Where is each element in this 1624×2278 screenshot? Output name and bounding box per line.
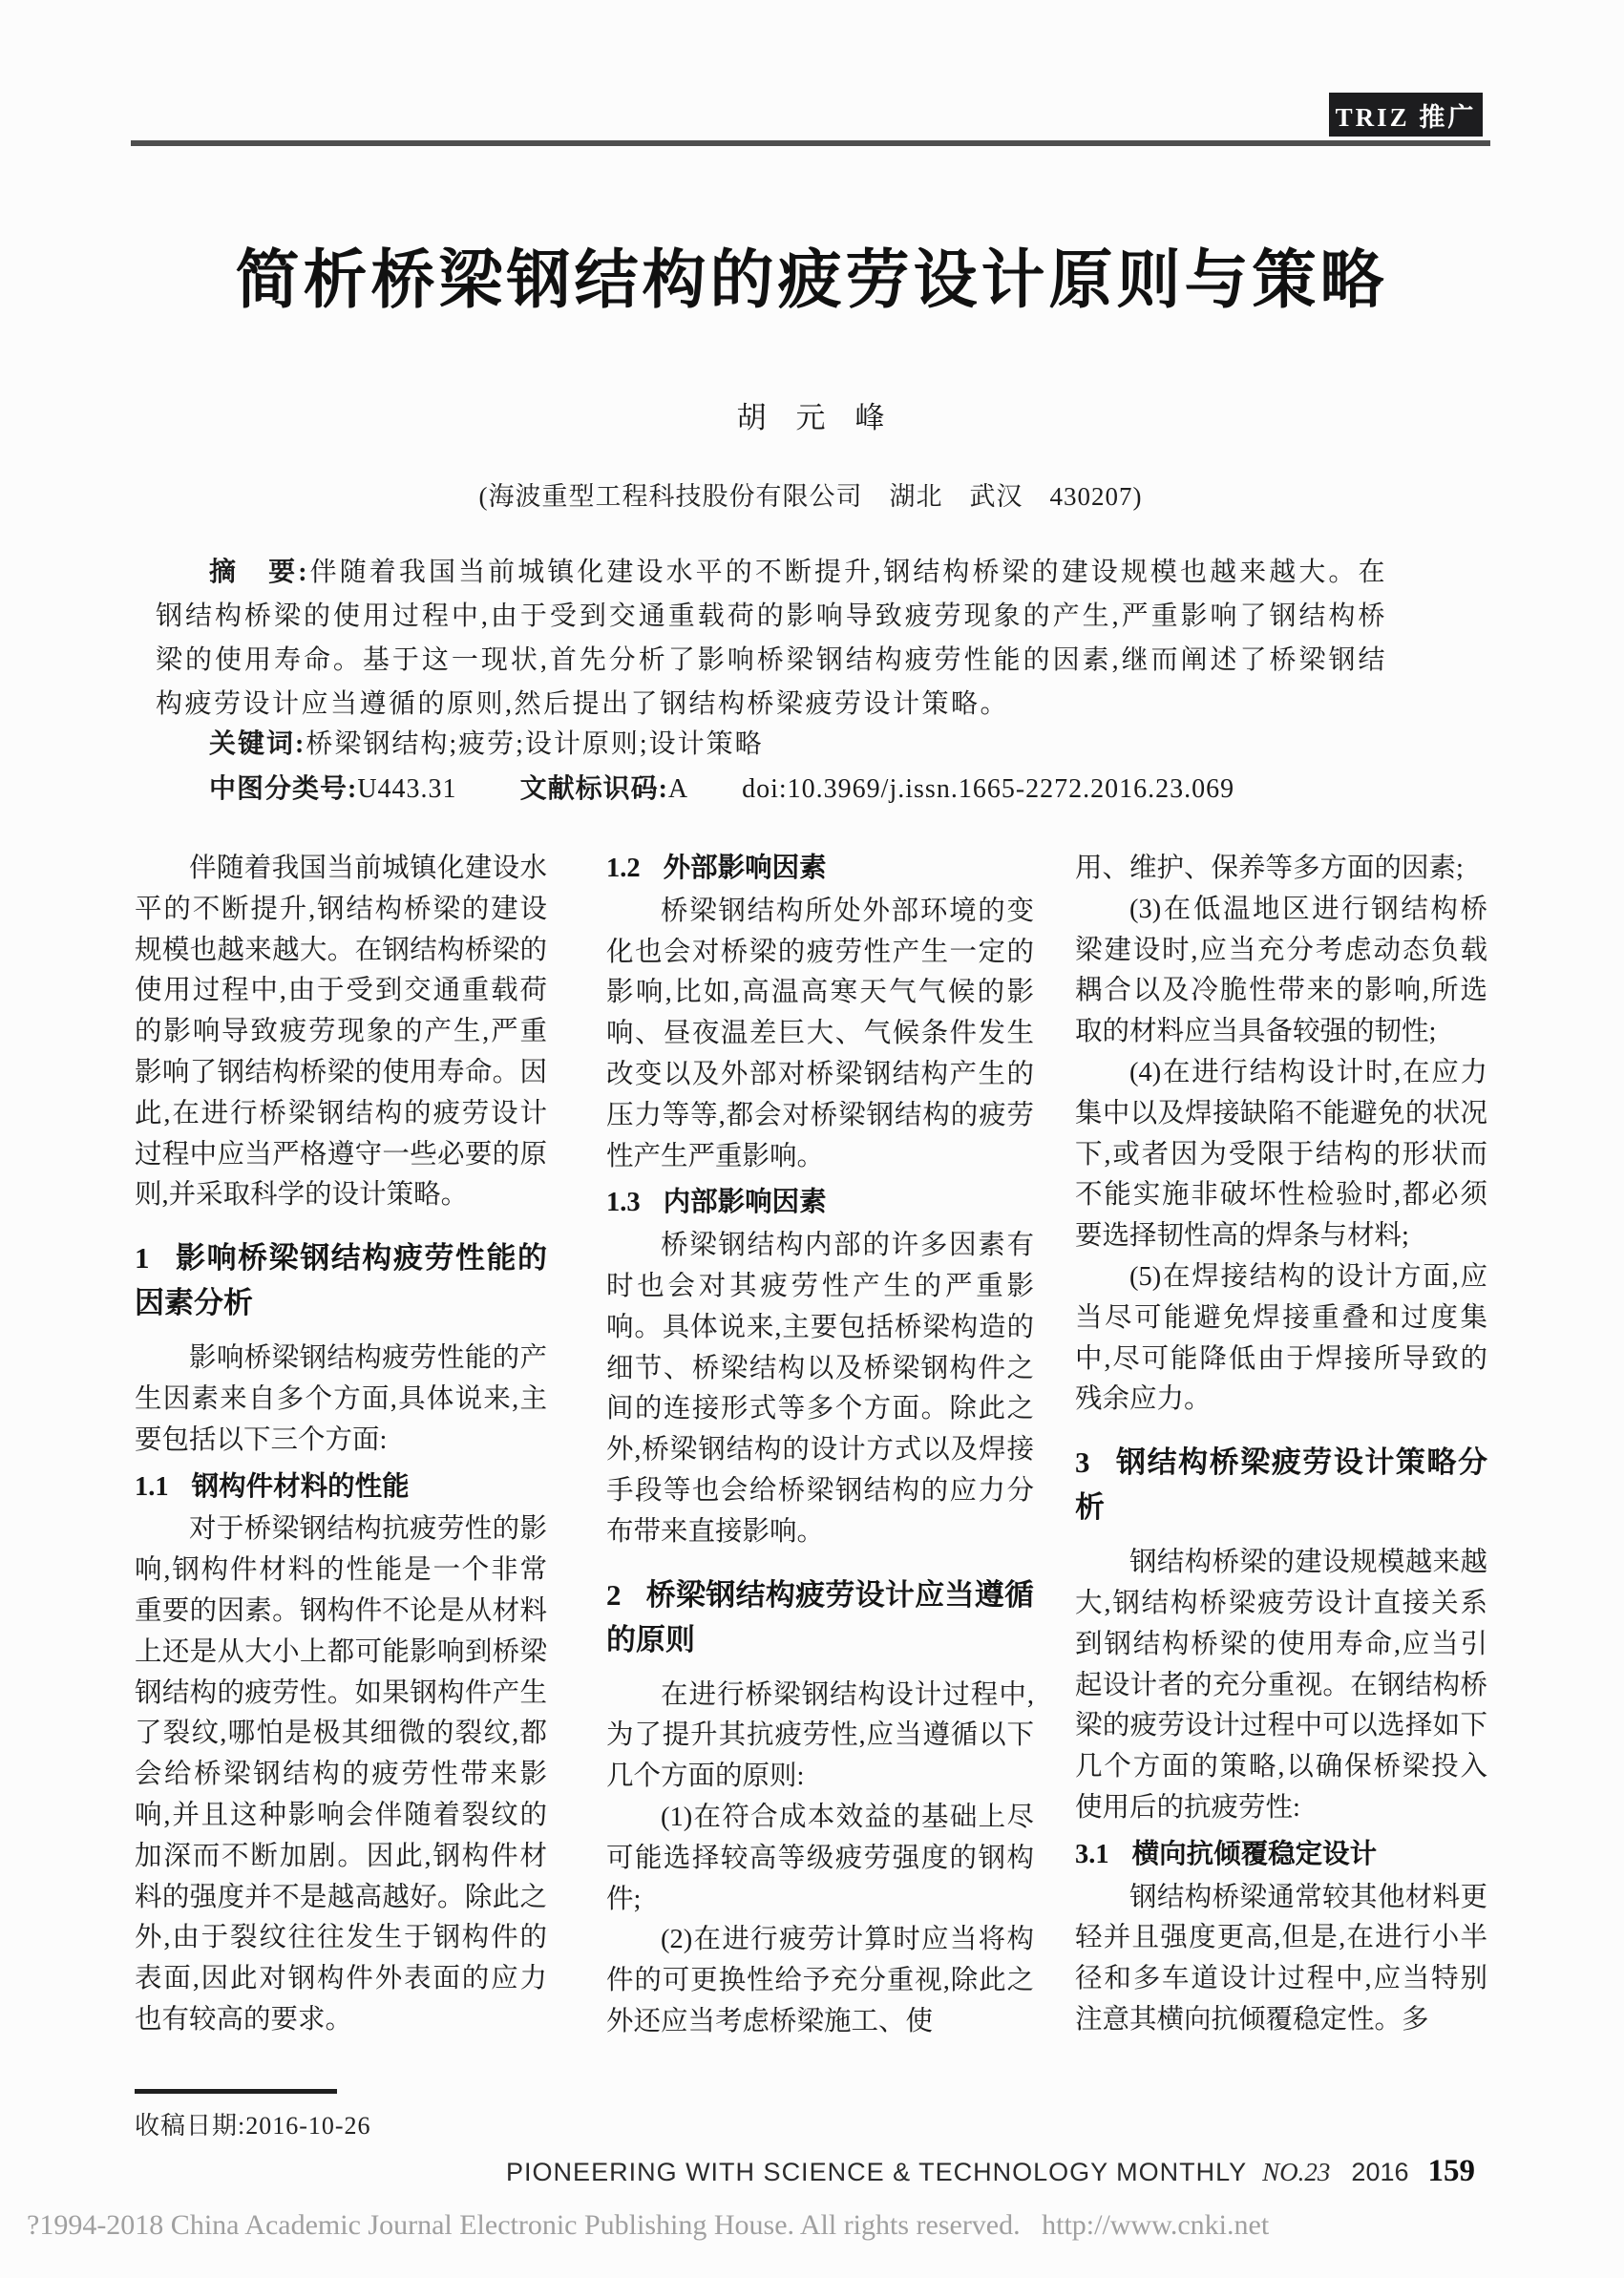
paragraph: 桥梁钢结构内部的许多因素有时也会对其疲劳性产生的严重影响。具体说来,主要包括桥梁构造的细节、桥梁结构以及桥梁钢构件之间的连接形式等多个方面。除此之外,桥梁钢结构的设计方式以及焊接手段等也会给桥梁钢结构的应力分布带来直接影响。 (606, 1231, 1034, 1547)
subsection-heading-1-3 (606, 1183, 1034, 1224)
clc-label: 中图分类号: (209, 774, 358, 804)
author-name: 胡 元 峰 (736, 401, 885, 434)
paragraph: 伴随着我国当前城镇化建设水平的不断提升,钢结构桥梁的建设规模也越来越大。在钢结构桥梁的使用过程中,由于受到交通重载荷的影响导致疲劳现象的产生,严重影响了钢结构桥梁的使用寿命。因此,在进行桥梁钢结构的疲劳设计过程中应当严格遵守一些必要的原则,并采取科学的设计策略。 (135, 854, 547, 1211)
subsection-number: 3.1 (1075, 1839, 1109, 1869)
keywords-text: 桥梁钢结构;疲劳;设计原则;设计策略 (306, 729, 764, 759)
paragraph: (1)在符合成本效益的基础上尽可能选择较高等级疲劳强度的钢构件; (606, 1802, 1034, 1914)
paragraph: 在进行桥梁钢结构设计过程中,为了提升其抗疲劳性,应当遵循以下几个方面的原则: (606, 1679, 1034, 1792)
subsection-heading-1-2 (606, 849, 1034, 890)
section-title: 桥梁钢结构疲劳设计应当遵循的原则 (606, 1577, 1034, 1656)
footnote-rule (135, 2089, 337, 2094)
section-heading-2 (606, 1572, 1034, 1662)
body-column-2 (606, 849, 1034, 2043)
section-title: 影响桥梁钢结构疲劳性能的因素分析 (135, 1241, 547, 1320)
journal-name: PIONEERING WITH SCIENCE & TECHNOLOGY MONTHLY (506, 2158, 1248, 2186)
classification-line (156, 768, 1445, 812)
subsection-title: 外部影响因素 (663, 854, 827, 883)
section-heading-3 (1075, 1440, 1487, 1529)
header-rule (131, 140, 1490, 146)
paragraph: (2)在进行疲劳计算时应当将构件的可更换性给予充分重视,除此之外还应当考虑桥梁施工、使 (606, 1925, 1034, 2036)
journal-footer (506, 2154, 1475, 2189)
paragraph: 影响桥梁钢结构疲劳性能的产生因素来自多个方面,具体说来,主要包括以下三个方面: (135, 1343, 547, 1455)
keywords-label: 关键词: (209, 729, 306, 759)
subsection-number: 1.1 (135, 1471, 169, 1502)
paragraph-continuation: 用、维护、保养等多方面的因素; (1075, 854, 1464, 883)
body-column-3 (1075, 849, 1487, 2041)
keywords-line (156, 723, 1387, 767)
subsection-title: 钢构件材料的性能 (191, 1471, 410, 1502)
paragraph: 钢结构桥梁的建设规模越来越大,钢结构桥梁疲劳设计直接关系到钢结构桥梁的使用寿命,应当引起设计者的充分重视。在钢结构桥梁的疲劳设计过程中可以选择如下几个方面的策略,以确保桥梁投入使用后的抗疲劳性: (1075, 1548, 1487, 1823)
clc-value: U443.31 (357, 774, 457, 804)
subsection-title: 横向抗倾覆稳定设计 (1131, 1839, 1378, 1869)
author-affiliation: (海波重型工程科技股份有限公司 湖北 武汉 430207) (478, 482, 1143, 511)
column-badge (1329, 93, 1483, 137)
doc-code-label: 文献标识码: (519, 774, 668, 804)
abstract-text: 伴随着我国当前城镇化建设水平的不断提升,钢结构桥梁的建设规模也越来越大。在钢结构桥梁的使用过程中,由于受到交通重载荷的影响导致疲劳现象的产生,严重影响了钢结构桥梁的使用寿命。基于这一现状,首先分析了影响桥梁钢结构疲劳性能的因素,继而阐述了桥梁钢结构疲劳设计应当遵循的原则,然后提出了钢结构桥梁疲劳设计策略。 (156, 558, 1387, 719)
abstract-paragraph (156, 551, 1387, 727)
abstract-label: 摘 要: (209, 558, 310, 587)
body-column-1 (135, 849, 547, 2041)
article-title: 简析桥梁钢结构的疲劳设计原则与策略 (235, 245, 1388, 316)
section-title: 钢结构桥梁疲劳设计策略分析 (1075, 1445, 1487, 1525)
section-number: 3 (1075, 1445, 1090, 1480)
copyright-watermark: ?1994-2018 China Academic Journal Electronic Publishing House. All rights reserved. http://www.cnki.net (27, 2209, 1270, 2241)
column-badge-label: TRIZ 推广 (1335, 102, 1477, 132)
subsection-number: 1.3 (606, 1188, 641, 1218)
paragraph: 桥梁钢结构所处外部环境的变化也会对桥梁的疲劳性产生一定的影响,比如,高温高寒天气气候的影响、昼夜温差巨大、气候条件发生改变以及外部对桥梁钢结构产生的压力等等,都会对桥梁钢结构的疲劳性产生严重影响。 (606, 896, 1034, 1171)
doi-text: doi:10.3969/j.issn.1665-2272.2016.23.069 (742, 774, 1235, 804)
paragraph: (4)在进行结构设计时,在应力集中以及焊接缺陷不能避免的状况下,或者因为受限于结构的形状而不能实施非破坏性检验时,都必须要选择韧性高的焊条与材料; (1075, 1057, 1487, 1252)
subsection-heading-1-1 (135, 1467, 547, 1508)
paragraph: 钢结构桥梁通常较其他材料更轻并且强度更高,但是,在进行小半径和多车道设计过程中,应当特别注意其横向抗倾覆稳定性。多 (1075, 1882, 1487, 2035)
received-date-note: 收稿日期:2016-10-26 (135, 2112, 371, 2140)
journal-year: 2016 (1351, 2158, 1409, 2186)
subsection-number: 1.2 (606, 854, 641, 883)
subsection-title: 内部影响因素 (663, 1188, 827, 1218)
paragraph: (3)在低温地区进行钢结构桥梁建设时,应当充分考虑动态负载耦合以及冷脆性带来的影响,所选取的材料应当具备较强的韧性; (1075, 894, 1487, 1047)
paragraph: 对于桥梁钢结构抗疲劳性的影响,钢构件材料的性能是一个非常重要的因素。钢构件不论是从材料上还是从大小上都可能影响到桥梁钢结构的疲劳性。如果钢构件产生了裂纹,哪怕是极其细微的裂纹,都会给桥梁钢结构的疲劳性带来影响,并且这种影响会伴随着裂纹的加深而不断加剧。因此,钢构件材料的强度并不是越高越好。除此之外,由于裂纹往往发生于钢构件的表面,因此对钢构件外表面的应力也有较高的要求。 (135, 1514, 547, 2035)
doc-code-value: A (667, 774, 689, 804)
subsection-heading-3-1 (1075, 1835, 1487, 1876)
journal-issue: NO.23 (1262, 2158, 1331, 2186)
section-number: 1 (135, 1241, 150, 1276)
paragraph: (5)在焊接结构的设计方面,应当尽可能避免焊接重叠和过度集中,尽可能降低由于焊接所导致的残余应力。 (1075, 1261, 1487, 1415)
page-number: 159 (1427, 2154, 1475, 2188)
section-number: 2 (606, 1577, 622, 1612)
section-heading-1 (135, 1235, 547, 1325)
